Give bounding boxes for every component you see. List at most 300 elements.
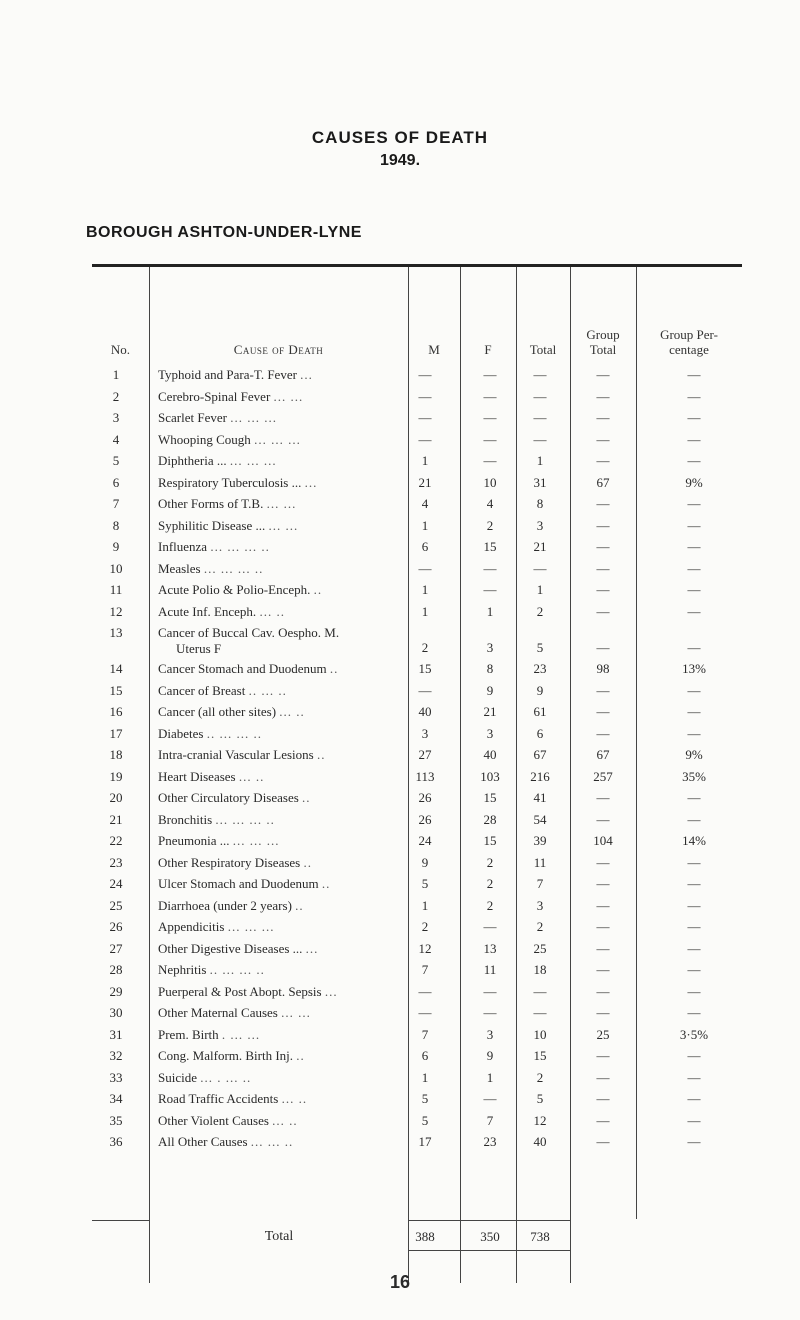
group-percentage: — bbox=[687, 517, 701, 533]
group-total: — bbox=[596, 1091, 610, 1106]
cause-cell bbox=[158, 1091, 402, 1107]
row-number: 30 bbox=[109, 1005, 123, 1020]
table-row bbox=[92, 1113, 742, 1134]
leader-dots: ... ... bbox=[266, 496, 297, 511]
cause-text: Acute Inf. Enceph. bbox=[158, 603, 257, 619]
cause-text: Syphilitic Disease ... bbox=[158, 517, 266, 533]
total-count: 5 bbox=[536, 1091, 544, 1106]
cause-text: Ulcer Stomach and Duodenum bbox=[158, 876, 319, 891]
header-total: Total bbox=[529, 342, 557, 357]
total-count: — bbox=[533, 431, 547, 447]
group-percentage: 9% bbox=[685, 747, 703, 762]
group-total: — bbox=[596, 811, 610, 827]
cause-cell bbox=[158, 389, 402, 405]
leader-dots: ... bbox=[305, 940, 319, 956]
total-count: 11 bbox=[533, 854, 547, 870]
cause-text: Prem. Birth bbox=[158, 1026, 219, 1042]
group-total: 25 bbox=[596, 1026, 610, 1042]
row-number: 33 bbox=[109, 1069, 123, 1085]
total-count: 18 bbox=[533, 962, 547, 977]
male-count: 1 bbox=[421, 1069, 429, 1085]
female-count: 1 bbox=[486, 1069, 494, 1085]
male-count: 2 bbox=[421, 919, 429, 934]
group-total: — bbox=[596, 854, 610, 870]
leader-dots: ... . ... .. bbox=[200, 1069, 252, 1085]
total-count: 1 bbox=[536, 453, 544, 468]
female-count: 23 bbox=[483, 1134, 497, 1149]
cause-text: Typhoid and Para-T. Fever bbox=[158, 367, 297, 382]
female-count: — bbox=[483, 919, 497, 934]
male-count: 12 bbox=[418, 940, 432, 956]
group-total: — bbox=[596, 1134, 610, 1149]
cause-text: Diphtheria ... bbox=[158, 453, 227, 468]
leader-dots: ... bbox=[300, 367, 313, 382]
cause-cell bbox=[158, 1005, 402, 1021]
leader-dots: ... ... ... .. bbox=[210, 539, 270, 554]
female-count: — bbox=[483, 582, 497, 597]
male-count: 5 bbox=[421, 1091, 429, 1106]
cause-text: Intra-cranial Vascular Lesions bbox=[158, 747, 314, 762]
female-count: 7 bbox=[486, 1112, 494, 1128]
total-label: Total bbox=[264, 1229, 294, 1244]
leader-dots: ... ... ... bbox=[232, 833, 280, 848]
total-count: 7 bbox=[536, 876, 544, 891]
table-row bbox=[92, 604, 742, 625]
row-number: 22 bbox=[109, 833, 123, 848]
row-number: 6 bbox=[112, 474, 120, 490]
cause-cell bbox=[158, 683, 402, 699]
header-group-percentage: Group Per- centage bbox=[660, 327, 718, 357]
male-count: — bbox=[418, 410, 432, 425]
male-count: 21 bbox=[418, 474, 432, 490]
cause-cell bbox=[158, 561, 402, 577]
cause-text: Cancer (all other sites) bbox=[158, 704, 277, 719]
group-percentage: — bbox=[687, 1112, 701, 1128]
male-count: 27 bbox=[418, 747, 432, 762]
cause-cell bbox=[158, 984, 402, 1000]
female-count: 15 bbox=[483, 539, 497, 554]
table-row bbox=[92, 919, 742, 940]
total-count: 3 bbox=[536, 517, 544, 533]
total-count: 1 bbox=[536, 582, 544, 597]
table-row bbox=[92, 661, 742, 682]
leader-dots: ... .. bbox=[272, 1112, 298, 1128]
female-count: — bbox=[483, 431, 497, 447]
female-count: 2 bbox=[486, 517, 494, 533]
table-row bbox=[92, 962, 742, 983]
total-total: 738 bbox=[530, 1229, 550, 1244]
total-count: 39 bbox=[533, 833, 547, 848]
group-percentage: — bbox=[687, 876, 701, 891]
cause-cell bbox=[158, 855, 402, 871]
group-percentage: 3·5% bbox=[679, 1026, 709, 1042]
cause-text: Acute Polio & Polio-Enceph. bbox=[158, 582, 311, 597]
cause-text-line2: Uterus F bbox=[176, 641, 222, 656]
female-count: — bbox=[483, 453, 497, 468]
female-count: 3 bbox=[486, 640, 494, 655]
group-percentage: 35% bbox=[682, 768, 706, 784]
cause-text: Cerebro-Spinal Fever bbox=[158, 388, 271, 404]
male-count: 6 bbox=[421, 539, 429, 554]
male-count: 9 bbox=[421, 854, 429, 870]
table-row bbox=[92, 496, 742, 517]
table-row bbox=[92, 625, 742, 661]
cause-text: Diarrhoea (under 2 years) bbox=[158, 897, 292, 913]
group-total: — bbox=[596, 962, 610, 977]
leader-dots: . ... ... bbox=[221, 1026, 261, 1042]
male-count: — bbox=[418, 560, 432, 576]
group-total: — bbox=[596, 388, 610, 404]
cause-cell bbox=[158, 367, 402, 383]
cause-text: Cancer Stomach and Duodenum bbox=[158, 661, 327, 676]
cause-text: Suicide bbox=[158, 1069, 197, 1085]
group-total: 67 bbox=[596, 474, 610, 490]
male-count: 113 bbox=[415, 768, 435, 784]
group-percentage: — bbox=[687, 410, 701, 425]
male-count: 5 bbox=[421, 876, 429, 891]
row-number: 20 bbox=[109, 790, 123, 805]
leader-dots: .. ... .. bbox=[248, 682, 287, 698]
total-count: 216 bbox=[530, 768, 550, 784]
group-percentage: — bbox=[687, 431, 701, 447]
group-percentage: 14% bbox=[682, 833, 706, 848]
cause-text: Nephritis bbox=[158, 962, 207, 977]
female-count: — bbox=[483, 1091, 497, 1106]
male-count: 6 bbox=[421, 1048, 429, 1063]
group-percentage: — bbox=[687, 582, 701, 597]
row-number: 2 bbox=[112, 388, 120, 404]
cause-text: Whooping Cough bbox=[158, 431, 251, 447]
male-count: 3 bbox=[421, 725, 429, 741]
cause-text: Heart Diseases bbox=[158, 768, 236, 784]
group-total: — bbox=[596, 431, 610, 447]
cause-cell bbox=[158, 747, 402, 763]
cause-cell bbox=[158, 1070, 402, 1086]
row-number: 9 bbox=[112, 539, 120, 554]
table-row bbox=[92, 898, 742, 919]
leader-dots: ... ... bbox=[273, 388, 304, 404]
group-total: — bbox=[596, 367, 610, 382]
leader-dots: .. ... ... .. bbox=[206, 725, 262, 741]
cause-cell bbox=[158, 790, 402, 806]
female-count: 11 bbox=[483, 962, 497, 977]
total-count: — bbox=[533, 560, 547, 576]
male-count: 2 bbox=[421, 640, 429, 655]
leader-dots: ... ... ... bbox=[227, 919, 275, 934]
leader-dots: ... ... ... bbox=[229, 453, 277, 468]
row-number: 16 bbox=[109, 704, 123, 719]
table-row bbox=[92, 769, 742, 790]
group-total: — bbox=[596, 897, 610, 913]
cause-cell bbox=[158, 876, 402, 892]
female-count: 21 bbox=[483, 704, 497, 719]
group-percentage: — bbox=[687, 453, 701, 468]
male-count: 1 bbox=[421, 582, 429, 597]
cause-cell bbox=[158, 726, 402, 742]
cause-cell bbox=[158, 704, 402, 720]
male-count: — bbox=[418, 682, 432, 698]
female-count: 9 bbox=[486, 682, 494, 698]
cause-cell bbox=[158, 432, 402, 448]
cause-cell bbox=[158, 898, 402, 914]
female-count: 1 bbox=[486, 603, 494, 619]
table-row bbox=[92, 1091, 742, 1112]
group-percentage: — bbox=[687, 725, 701, 741]
row-number: 5 bbox=[112, 453, 120, 468]
table-row bbox=[92, 747, 742, 768]
male-count: 1 bbox=[421, 517, 429, 533]
group-total: — bbox=[596, 919, 610, 934]
table-row bbox=[92, 475, 742, 496]
table-row bbox=[92, 876, 742, 897]
female-count: — bbox=[483, 560, 497, 576]
page-number: 16 bbox=[389, 1272, 411, 1292]
group-percentage: — bbox=[687, 603, 701, 619]
group-percentage: — bbox=[687, 897, 701, 913]
male-count: 7 bbox=[421, 1026, 429, 1042]
leader-dots: .. bbox=[313, 582, 323, 597]
group-total: — bbox=[596, 876, 610, 891]
row-number: 10 bbox=[109, 560, 123, 576]
group-percentage: — bbox=[687, 1091, 701, 1106]
total-male: 388 bbox=[415, 1229, 435, 1244]
leader-dots: ... bbox=[304, 474, 318, 490]
cause-text: Influenza bbox=[158, 539, 208, 554]
male-count: 40 bbox=[418, 704, 432, 719]
female-count: 15 bbox=[483, 833, 497, 848]
cause-text: Other Forms of T.B. bbox=[158, 496, 264, 511]
female-count: — bbox=[483, 983, 497, 999]
female-count: — bbox=[483, 388, 497, 404]
group-total: — bbox=[596, 410, 610, 425]
cause-cell bbox=[158, 539, 402, 555]
row-number: 23 bbox=[109, 854, 123, 870]
total-count: 54 bbox=[533, 811, 547, 827]
group-total: — bbox=[596, 1112, 610, 1128]
male-count: — bbox=[418, 388, 432, 404]
group-percentage: — bbox=[687, 811, 701, 827]
cause-text: Diabetes bbox=[158, 725, 204, 741]
leader-dots: ... ... ... .. bbox=[203, 560, 264, 576]
male-count: 7 bbox=[421, 962, 429, 977]
row-number: 12 bbox=[109, 603, 123, 619]
male-count: 24 bbox=[418, 833, 432, 848]
row-number: 26 bbox=[109, 919, 123, 934]
cause-text: Cancer of Buccal Cav. Oespho. M. bbox=[158, 625, 340, 640]
cause-cell bbox=[158, 661, 402, 677]
row-number: 13 bbox=[109, 625, 123, 640]
row-number: 15 bbox=[109, 682, 123, 698]
row-number: 32 bbox=[109, 1048, 123, 1063]
total-count: 41 bbox=[533, 790, 547, 805]
table-row bbox=[92, 1070, 742, 1091]
total-count: 31 bbox=[533, 474, 547, 490]
table-row bbox=[92, 855, 742, 876]
leader-dots: .. bbox=[316, 747, 326, 762]
group-percentage: — bbox=[687, 919, 701, 934]
group-percentage: — bbox=[687, 1134, 701, 1149]
group-percentage: — bbox=[687, 704, 701, 719]
table-row bbox=[92, 539, 742, 560]
total-count: 9 bbox=[536, 682, 544, 698]
total-count: 3 bbox=[536, 897, 544, 913]
male-count: 15 bbox=[418, 661, 432, 676]
row-number: 14 bbox=[109, 661, 123, 676]
total-count: 2 bbox=[536, 603, 544, 619]
group-total: — bbox=[596, 682, 610, 698]
male-count: 26 bbox=[418, 811, 432, 827]
female-count: 13 bbox=[483, 940, 497, 956]
total-count: 25 bbox=[533, 940, 547, 956]
total-female: 350 bbox=[480, 1229, 500, 1244]
group-total: 67 bbox=[596, 747, 610, 762]
cause-text: Cancer of Breast bbox=[158, 682, 246, 698]
female-count: 4 bbox=[486, 496, 494, 511]
cause-text: Cong. Malform. Birth Inj. bbox=[158, 1048, 294, 1063]
cause-cell bbox=[158, 1048, 402, 1064]
cause-cell bbox=[158, 919, 402, 935]
group-percentage: — bbox=[687, 790, 701, 805]
cause-text: Other Respiratory Diseases bbox=[158, 854, 301, 870]
row-number: 36 bbox=[109, 1134, 123, 1149]
leader-dots: ... ... bbox=[268, 517, 299, 533]
cause-text: Other Maternal Causes bbox=[158, 1005, 278, 1020]
group-total: — bbox=[596, 1005, 610, 1020]
row-number: 18 bbox=[109, 747, 123, 762]
leader-dots: .. bbox=[321, 876, 331, 891]
row-number: 24 bbox=[109, 876, 123, 891]
cause-text: Other Violent Causes bbox=[158, 1112, 269, 1128]
total-count: 67 bbox=[533, 747, 547, 762]
male-count: 1 bbox=[421, 603, 429, 619]
table-row bbox=[92, 410, 742, 431]
leader-dots: .. bbox=[296, 1048, 305, 1063]
female-count: 2 bbox=[486, 897, 494, 913]
leader-dots: ... .. bbox=[281, 1091, 308, 1106]
cause-text: Scarlet Fever bbox=[158, 410, 227, 425]
leader-dots: ... ... ... bbox=[230, 410, 277, 425]
cause-cell bbox=[158, 1134, 402, 1150]
total-count: 23 bbox=[533, 661, 547, 676]
cause-cell bbox=[158, 475, 402, 491]
table-row bbox=[92, 432, 742, 453]
total-count: 40 bbox=[533, 1134, 547, 1149]
group-percentage: — bbox=[687, 640, 701, 655]
table-row bbox=[92, 1027, 742, 1048]
cause-cell bbox=[158, 410, 402, 426]
group-total: — bbox=[596, 704, 610, 719]
total-count: 61 bbox=[533, 704, 547, 719]
group-total: — bbox=[596, 1048, 610, 1063]
cause-text: Pneumonia ... bbox=[158, 833, 230, 848]
rule bbox=[92, 1220, 149, 1221]
table-row bbox=[92, 984, 742, 1005]
male-count: 5 bbox=[421, 1112, 429, 1128]
cause-text: Respiratory Tuberculosis ... bbox=[158, 474, 302, 490]
male-count: — bbox=[418, 367, 432, 382]
row-number: 35 bbox=[109, 1112, 123, 1128]
group-percentage: — bbox=[687, 496, 701, 511]
leader-dots: .. ... ... .. bbox=[209, 962, 265, 977]
table-row bbox=[92, 389, 742, 410]
group-percentage: 9% bbox=[685, 474, 703, 490]
female-count: 40 bbox=[483, 747, 497, 762]
row-number: 19 bbox=[109, 768, 123, 784]
row-number: 27 bbox=[109, 940, 123, 956]
total-count: 15 bbox=[533, 1048, 547, 1063]
table-row bbox=[92, 704, 742, 725]
group-total: — bbox=[596, 603, 610, 619]
group-total: — bbox=[596, 539, 610, 554]
table-row bbox=[92, 1005, 742, 1026]
cause-cell bbox=[158, 604, 402, 620]
cause-cell bbox=[158, 1113, 402, 1129]
table-row bbox=[92, 833, 742, 854]
female-count: — bbox=[483, 367, 497, 382]
row-number: 34 bbox=[109, 1091, 123, 1106]
leader-dots: .. bbox=[295, 897, 304, 913]
table-row bbox=[92, 790, 742, 811]
group-percentage: — bbox=[687, 1048, 701, 1063]
total-count: 6 bbox=[536, 725, 544, 741]
table-row bbox=[92, 561, 742, 582]
row-number: 25 bbox=[109, 897, 123, 913]
leader-dots: ... ... bbox=[281, 1005, 311, 1020]
female-count: 103 bbox=[480, 768, 500, 784]
leader-dots: ... ... ... .. bbox=[215, 811, 275, 827]
cause-cell bbox=[158, 1027, 402, 1043]
total-count: — bbox=[533, 410, 547, 425]
cause-text: Bronchitis bbox=[158, 811, 213, 827]
cause-text: All Other Causes bbox=[158, 1134, 248, 1149]
total-count: 21 bbox=[533, 539, 547, 554]
row-number: 3 bbox=[112, 410, 120, 425]
cause-cell bbox=[158, 812, 402, 828]
document-year: 1949. bbox=[379, 152, 421, 169]
group-total: — bbox=[596, 725, 610, 741]
causes-of-death-table bbox=[92, 264, 742, 1283]
total-row bbox=[92, 1229, 742, 1250]
table-row bbox=[92, 812, 742, 833]
cause-cell bbox=[158, 625, 402, 657]
total-count: 8 bbox=[536, 496, 544, 511]
female-count: 10 bbox=[483, 474, 497, 490]
total-count: — bbox=[533, 1005, 547, 1020]
borough-heading: BOROUGH ASHTON-UNDER-LYNE bbox=[86, 224, 362, 241]
group-total: — bbox=[596, 790, 610, 805]
table-row bbox=[92, 941, 742, 962]
cause-cell bbox=[158, 769, 402, 785]
group-total: — bbox=[596, 496, 610, 511]
row-number: 28 bbox=[109, 962, 123, 977]
group-total: — bbox=[596, 560, 610, 576]
cause-text: Puerperal & Post Abopt. Sepsis bbox=[158, 983, 322, 999]
group-total: 104 bbox=[593, 833, 613, 848]
leader-dots: ... ... ... bbox=[254, 431, 301, 447]
group-total: — bbox=[596, 582, 610, 597]
group-percentage: — bbox=[687, 560, 701, 576]
group-total: — bbox=[596, 453, 610, 468]
document-title: CAUSES OF DEATH bbox=[311, 128, 489, 147]
cause-text: Other Circulatory Diseases bbox=[158, 790, 299, 805]
female-count: — bbox=[483, 410, 497, 425]
group-total: — bbox=[596, 640, 610, 655]
leader-dots: .. bbox=[303, 854, 312, 870]
table-row bbox=[92, 1048, 742, 1069]
female-count: 9 bbox=[486, 1048, 494, 1063]
total-count: — bbox=[533, 983, 547, 999]
group-percentage: — bbox=[687, 940, 701, 956]
